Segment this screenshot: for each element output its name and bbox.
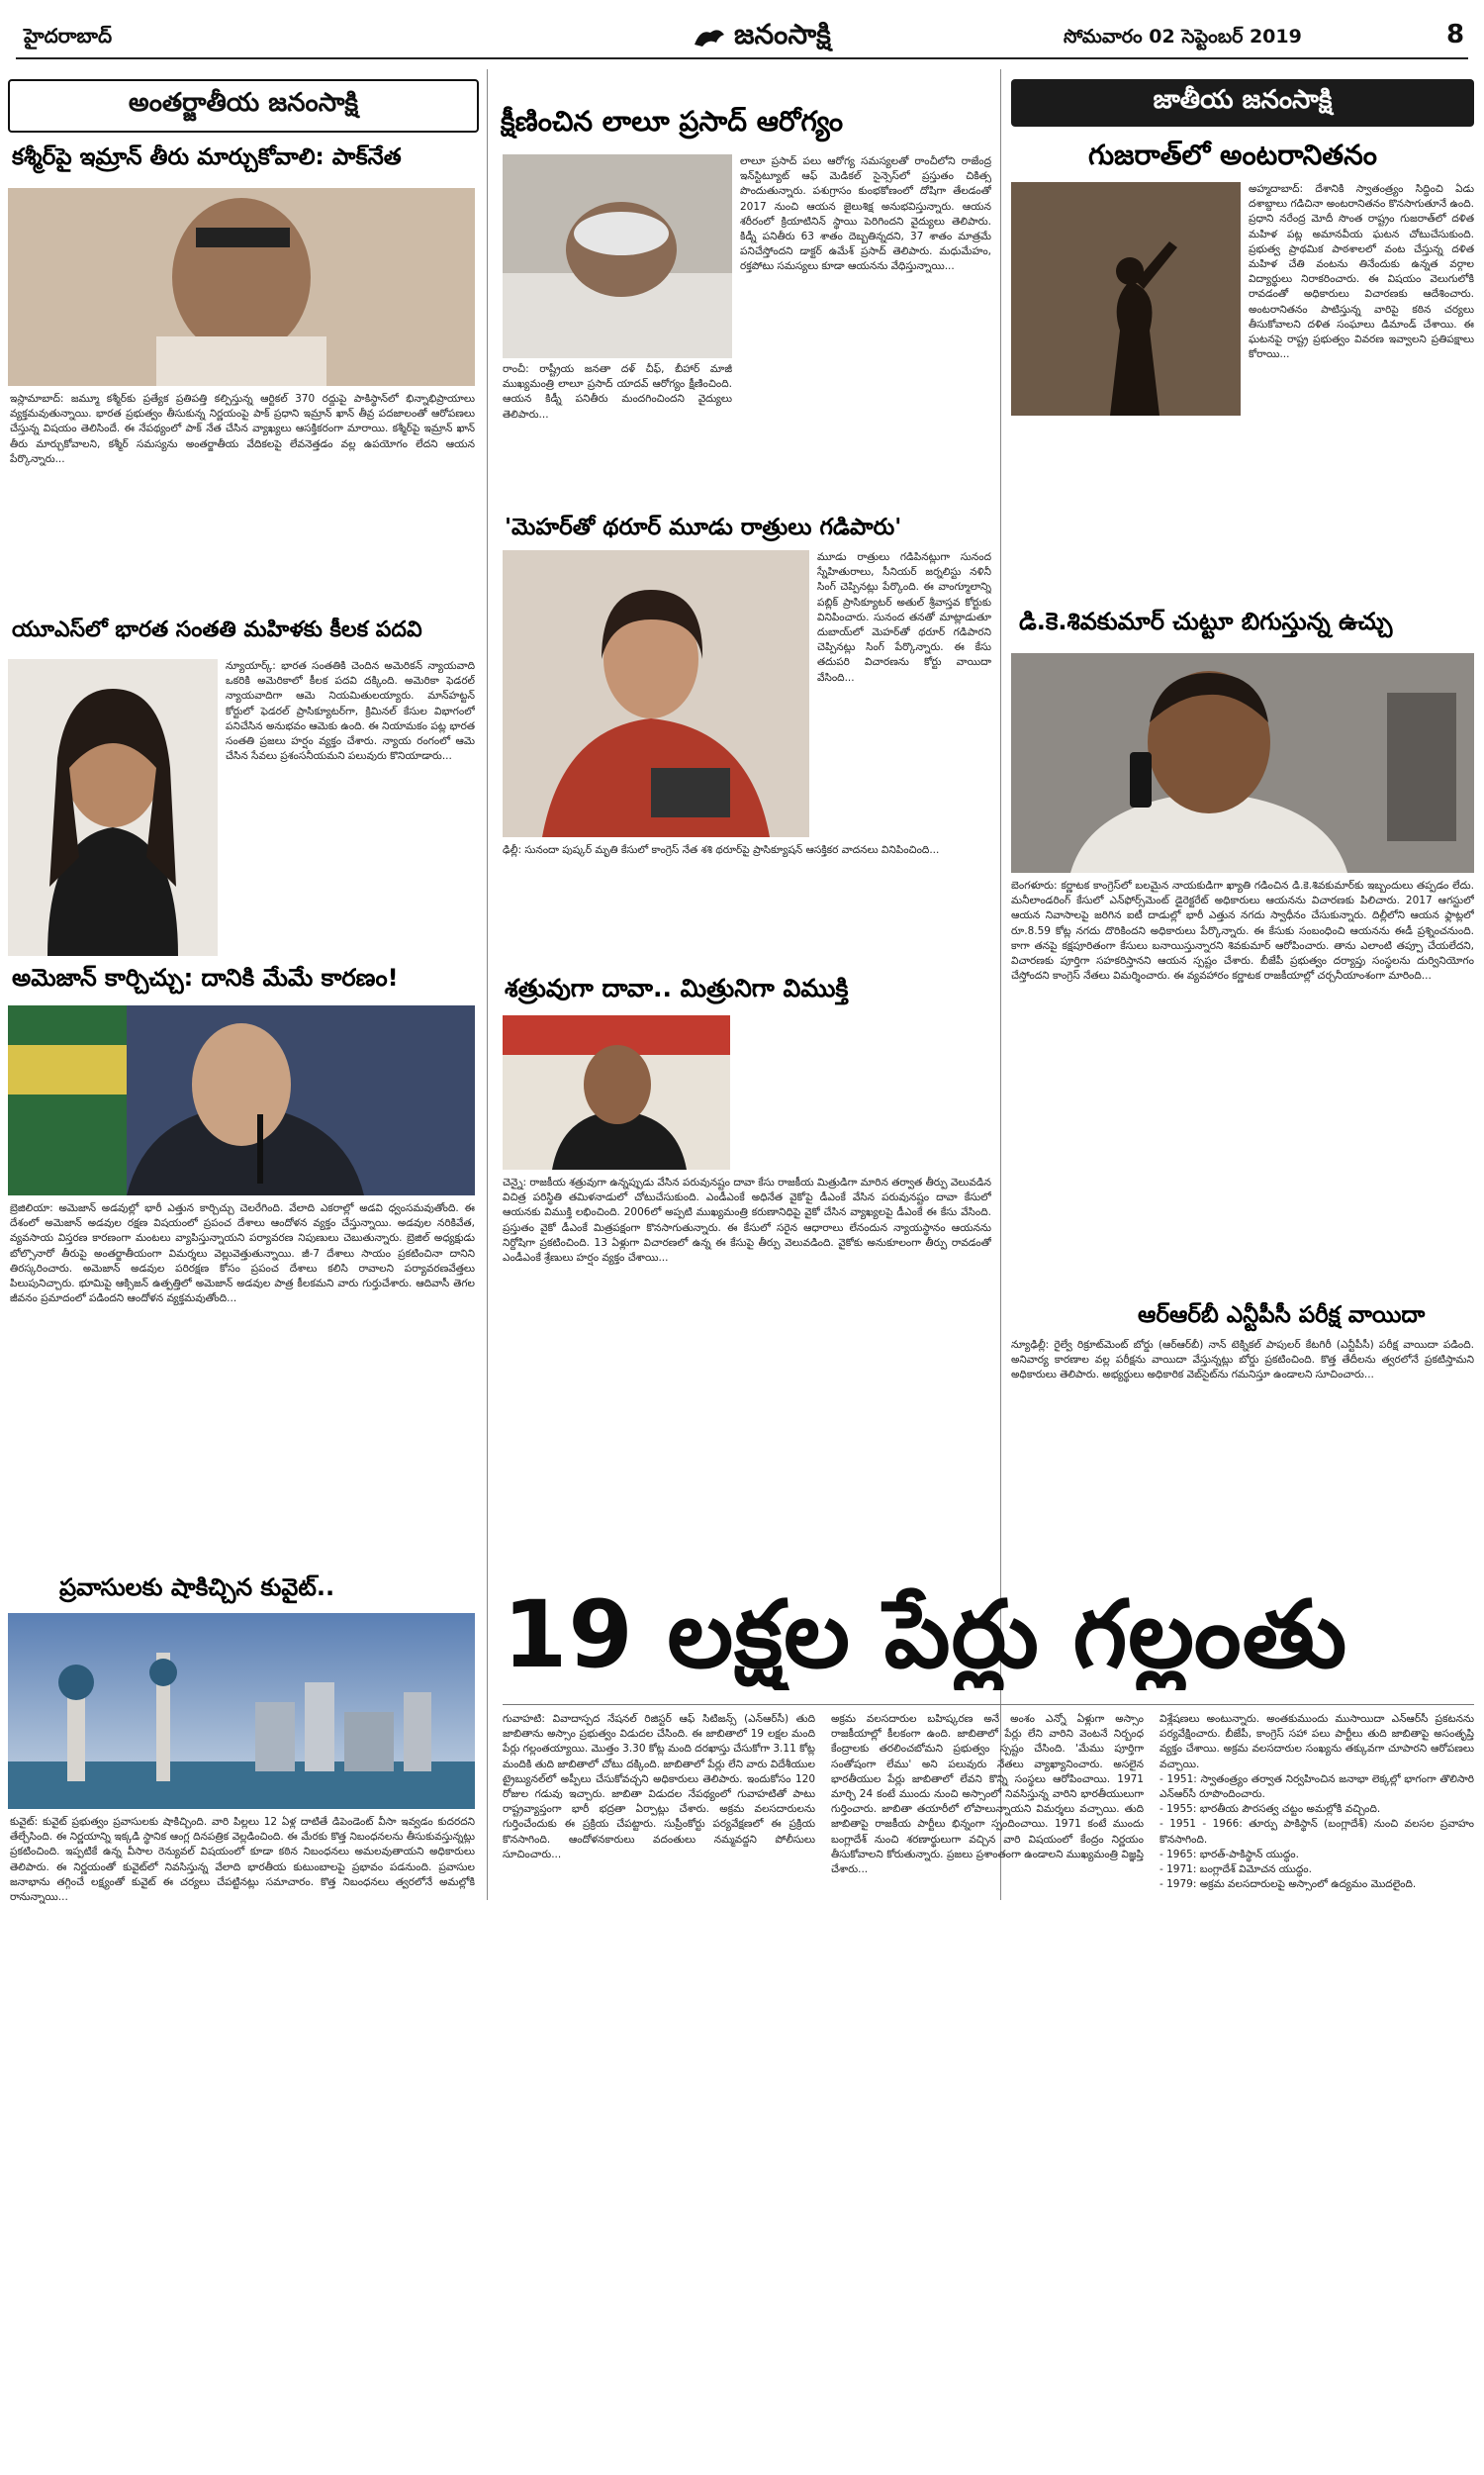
article-lalu-caption: రాంచీ: రాష్ట్రీయ జనతా దళ్ చీఫ్, బీహార్ మాజీ ముఖ్యమంత్రి లాలూ ప్రసాద్ యాదవ్ ఆరోగ్యం క్షీణించింది. ఆయన కిడ్నీ పనితీరు మందగించిందని వైద్యులు తెలిపారు... bbox=[503, 363, 732, 421]
article-tharoor-body: మూడు రాత్రులు గడిపినట్లుగా సునంద స్నేహితురాలు, సీనియర్ జర్నలిస్టు నళినీ సింగ్ చెప్పినట్లు పేర్కొంది. ఈ వాంగ్మూలాన్ని పబ్లిక్ ప్రాసిక్యూటర్ అతుల్ శ్రీవాస్తవ కోర్టుకు వినిపించారు. సునంద తనతో మాట్లాడుతూ దుబాయ్‌లో మెహర్‌తో థరూర్ గడిపారని చెప్పినట్లు సింగ్ పేర్కొన్నారు. ఈ కేసు తదుపరి విచారణను కోర్టు వాయిదా వేసింది... bbox=[817, 551, 991, 684]
headline-kashmir: కశ్మీర్‌పై ఇమ్రాన్ తీరు మార్చుకోవాలి: పాక్‌నేత bbox=[12, 144, 402, 170]
headline-tharoor: 'మెహర్‌తో థరూర్ మూడు రాత్రులు గడిపారు' bbox=[505, 515, 902, 540]
photo-shivakumar bbox=[1011, 653, 1474, 873]
headline-amazon: అమెజాన్ కార్చిచ్చు: దానికి మేమే కారణం! bbox=[12, 964, 399, 992]
photo-indian-origin-woman bbox=[8, 659, 218, 956]
headline-usa: యూఎస్‌లో భారత సంతతి మహిళకు కీలక పదవి bbox=[12, 618, 422, 642]
lead-column-1: గువాహటి: వివాదాస్పద నేషనల్ రిజిస్టర్ ఆఫ్ సిటిజన్స్ (ఎన్‌ఆర్‌సీ) తుది జాబితాను అస్సాం ప్రభుత్వం విడుదల చేసింది. ఈ జాబితాలో 19 లక్షల మంది పేర్లు గల్లంతయ్యాయి. మొత్తం 3.30 కోట్ల మంది దరఖాస్తు చేసుకోగా 3.11 కోట్ల మందికి తుది జాబితాలో చోటు దక్కింది. జాబితాలో పేర్లు లేని వారు విదేశీయుల ట్రైబ్యునల్‌లో అప్పీలు చేసుకోవచ్చని అధికారులు తెలిపారు. ఇందుకోసం 120 రోజుల గడువు ఇచ్చారు. జాబితా విడుదల నేపథ్యంలో గువాహటితో పాటు రాష్ట్రవ్యాప్తంగా భారీ భద్రతా ఏర్పాట్లు చేశారు. అక్రమ వలసదారులను గుర్తించేందుకు ఈ ప్రక్రియ చేపట్టారు. సుప్రీంకోర్టు పర్యవేక్షణలో ఈ ప్రక్రియ కొనసాగింది. ఆందోళనకారులు వదంతులు నమ్మవద్దని పోలీసులు సూచించారు... bbox=[503, 1713, 815, 1860]
article-dks-body: బెంగళూరు: కర్ణాటక కాంగ్రెస్‌లో బలమైన నాయకుడిగా ఖ్యాతి గడించిన డి.కె.శివకుమార్‌కు ఇబ్బందులు తప్పడం లేదు. మనీలాండరింగ్ కేసులో ఎన్‌ఫోర్స్‌మెంట్ డైరెక్టరేట్ అధికారులు ఆయనను విచారణకు పిలిచారు. 2017 ఆగస్టులో ఆయన నివాసాలపై జరిగిన ఐటీ దాడుల్లో భారీ ఎత్తున నగదు స్వాధీనం చేసుకున్నారు. దిల్లీలోని ఆయన ఫ్లాట్లలో రూ.8.59 కోట్ల నగదు దొరికిందని అధికారులు పేర్కొన్నారు. ఈ కేసుకు సంబంధించి ఆయనను ఈడీ ప్రశ్నించనుంది. కాగా తనపై కక్షపూరితంగా కేసులు బనాయిస్తున్నారని శివకుమార్ ఆరోపించారు. తాను ఎలాంటి తప్పూ చేయలేదని, విచారణకు పూర్తిగా సహకరిస్తానని ఆయన స్పష్టం చేశారు. బీజేపీ ప్రభుత్వం దర్యాప్తు సంస్థలను దుర్వినియోగం చేస్తోందని కాంగ్రెస్ నేతలు విమర్శించారు. ఈ వ్యవహారం కర్ణాటక రాజకీయాల్లో చర్చనీయాంశంగా మారింది... bbox=[1011, 880, 1474, 983]
article-kashmir-body: ఇస్లామాబాద్: జమ్మూ కశ్మీర్‌కు ప్రత్యేక ప్రతిపత్తి కల్పిస్తున్న ఆర్టికల్ 370 రద్దుపై పాకిస్థాన్‌లో భిన్నాభిప్రాయాలు వ్యక్తమవుతున్నాయి. భారత ప్రభుత్వం తీసుకున్న నిర్ణయంపై పాక్ ప్రధాని ఇమ్రాన్ ఖాన్ తీవ్ర పదజాలంతో ఆరోపణలు చేస్తున్న విషయం తెలిసిందే. ఈ నేపథ్యంలో పాక్ నేత చేసిన వ్యాఖ్యలు ఆసక్తికరంగా మారాయి. కశ్మీర్‌పై ఇమ్రాన్ ఖాన్ తీరు మార్చుకోవాలని, కశ్మీర్ సమస్యను అంతర్జాతీయ వేదికలపై లేవనెత్తడం వల్ల ఉపయోగం లేదని ఆయన పేర్కొన్నారు... bbox=[10, 393, 475, 465]
photo-bolsonaro bbox=[8, 1005, 475, 1195]
article-kuwait-body: కువైట్: కువైట్ ప్రభుత్వం ప్రవాసులకు షాకిచ్చింది. వారి పిల్లలు 12 ఏళ్ల దాటితే డిపెండెంట్ వీసా ఇవ్వడం కుదరదని తేల్చేసింది. ఈ నిర్ణయాన్ని ఇక్కడి స్థానిక ఆంగ్ల దినపత్రిక వెల్లడించింది. ఈ మేరకు కొత్త నిబంధనలను తీసుకువస్తున్నట్లు ప్రకటించింది. ఇప్పటికే ఉన్న వీసాల రెన్యువల్ విషయంలో కూడా కఠిన నిబంధనలు అమలవుతాయని అధికారులు తెలిపారు. ఈ నిర్ణయంతో కువైట్‌లో నివసిస్తున్న వేలాది భారతీయ కుటుంబాలపై ప్రభావం పడనుంది. ప్రవాసుల జనాభాను తగ్గించే లక్ష్యంతో కువైట్ ఈ చర్యలు చేపట్టినట్లు సమాచారం. కొత్త నిబంధనలు త్వరలోనే అమల్లోకి రానున్నాయి... bbox=[10, 1816, 475, 1904]
headline-lalu: క్షీణించిన లాలూ ప్రసాద్ ఆరోగ్యం bbox=[501, 105, 844, 138]
headline-gujarat: గుజరాత్‌లో అంటరానితనం bbox=[1088, 139, 1377, 171]
photo-gujarat bbox=[1011, 182, 1241, 416]
lead-column-3: విశ్లేషణలు అంటున్నారు. అంతకుముందు ముసాయిదా ఎన్‌ఆర్‌సీ ప్రకటనను పర్యవేక్షించారు. బీజేపీ, కాంగ్రెస్ సహా పలు పార్టీలు తుది జాబితాపై అసంతృప్తి వ్యక్తం చేశాయి. అక్రమ వలసదారుల సంఖ్యను తక్కువగా చూపారని ఆరోపణలు వచ్చాయి. - 1951: స్వాతంత్ర్యం తర్వాత నిర్వహించిన జనాభా లెక్కల్లో భాగంగా తొలిసారి ఎన్‌ఆర్‌సీ రూపొందించారు. - 1955: భారతీయ పౌరసత్వ చట్టం అమల్లోకి వచ్చింది. - 1951 - 1966: తూర్పు పాకిస్థాన్ (బంగ్లాదేశ్) నుంచి వలసల ప్రవాహం కొనసాగింది. - 1965: భారత్-పాకిస్థాన్ యుద్ధం. - 1971: బంగ్లాదేశ్ విమోచన యుద్ధం. - 1979: అక్రమ వలసదారులపై అస్సాంలో ఉద్యమం మొదలైంది. bbox=[1159, 1713, 1474, 1891]
article-gujarat-body: అహ్మదాబాద్: దేశానికి స్వాతంత్ర్యం సిద్ధించి ఏడు దశాబ్దాలు గడిచినా అంటరానితనం కొనసాగుతూనే ఉంది. ప్రధాని నరేంద్ర మోదీ సొంత రాష్ట్రం గుజరాత్‌లో దళిత మహిళ పట్ల అమానవీయ ఘటన చోటుచేసుకుంది. ప్రభుత్వ ప్రాథమిక పాఠశాలలో వంట చేస్తున్న దళిత మహిళ చేతి వంటను తినేందుకు ఉన్నత వర్గాల విద్యార్థులు నిరాకరించారు. ఈ విషయం వెలుగులోకి రావడంతో అధికారులు విచారణకు ఆదేశించారు. అంటరానితనం పాటిస్తున్న వారిపై కఠిన చర్యలు తీసుకోవాలని దళిత సంఘాలు డిమాండ్ చేశాయి. ఈ ఘటనపై రాష్ట్ర ప్రభుత్వం వివరణ ఇవ్వాలని ప్రతిపక్షాలు కోరాయి... bbox=[1249, 183, 1474, 361]
masthead-logo bbox=[693, 18, 831, 57]
lead-divider bbox=[503, 1704, 1474, 1705]
article-amazon-body: బ్రెజిలియా: అమెజాన్ అడవుల్లో భారీ ఎత్తున కార్చిచ్చు చెలరేగింది. వేలాది ఎకరాల్లో అడవి ధ్వంసమవుతోంది. ఈ దేశంలో అమెజాన్ అడవుల రక్షణ విషయంలో ప్రపంచ దేశాలు ఆందోళన వ్యక్తం చేస్తున్నాయి. అడవుల నరికివేత, వ్యవసాయ విస్తరణ కారణంగా మంటలు వ్యాపిస్తున్నాయని పర్యావరణ నిపుణులు చెబుతున్నారు. బ్రెజిల్ అధ్యక్షుడు బోల్సొనారో తీరుపై అంతర్జాతీయంగా విమర్శలు వెల్లువెత్తుతున్నాయి. జీ-7 దేశాలు సాయం ప్రకటించినా దానిని తిరస్కరించారు. అమెజాన్ అడవుల పరిరక్షణ కోసం ప్రపంచ దేశాలు కలిసి రావాలని పర్యావరణవేత్తలు పిలుపునిచ్చారు. భూమిపై ఆక్సిజన్ ఉత్పత్తిలో అమెజాన్ అడవుల పాత్ర కీలకమని వారు గుర్తుచేశారు. ఆదివాసీ తెగల జీవనం ప్రమాదంలో పడిందని ఆందోళన వ్యక్తమవుతోంది... bbox=[10, 1202, 475, 1305]
photo-kuwait-skyline bbox=[8, 1613, 475, 1809]
page-number: 8 bbox=[1446, 20, 1465, 49]
section-label-national: జాతీయ జనంసాక్షి bbox=[1011, 79, 1474, 127]
masthead bbox=[0, 0, 1484, 61]
masthead-date: సోమవారం 02 సెప్టెంబర్ 2019 bbox=[1064, 26, 1302, 48]
article-lalu-body: లాలూ ప్రసాద్ పలు ఆరోగ్య సమస్యలతో రాంచీలోని రాజేంద్ర ఇన్‌స్టిట్యూట్ ఆఫ్ మెడికల్ సైన్సెస్‌లో ప్రస్తుతం చికిత్స పొందుతున్నారు. పశుగ్రాసం కుంభకోణంలో దోషిగా తేలడంతో 2017 నుంచి ఆయన జైలుశిక్ష అనుభవిస్తున్నారు. ఆయన శరీరంలో క్రియాటినిన్ స్థాయి పెరిగిందని వైద్యులు తెలిపారు. కిడ్నీ పనితీరు 63 శాతం దెబ్బతిన్నదని, 37 శాతం మాత్రమే పనిచేస్తోందని డాక్టర్ ఉమేశ్ ప్రసాద్ తెలిపారు. మధుమేహం, రక్తపోటు సమస్యలు కూడా ఆయనను వేధిస్తున్నాయి... bbox=[740, 155, 991, 273]
section-label-international: అంతర్జాతీయ జనంసాక్షి bbox=[8, 79, 479, 133]
headline-dks: డి.కె.శివకుమార్ చుట్టూ బిగుస్తున్న ఉచ్చు bbox=[1019, 608, 1393, 635]
article-vaiko-body: చెన్నై: రాజకీయ శత్రువుగా ఉన్నప్పుడు వేసిన పరువునష్టం దావా కేసు రాజకీయ మిత్రుడిగా మారిన తర్వాత తీర్పు వెలువడిన విచిత్ర పరిస్థితి తమిళనాడులో చోటుచేసుకుంది. ఎండీఎంకే అధినేత వైకోపై డీఎంకే వేసిన పరువునష్టం దావా కేసులో ఆయనకు విముక్తి లభించింది. 2006లో అప్పటి ముఖ్యమంత్రి కరుణానిధిపై వైకో చేసిన వ్యాఖ్యలపై డీఎంకే ఈ కేసు వేసింది. ప్రస్తుతం వైకో డీఎంకే మిత్రపక్షంగా కొనసాగుతున్నారు. ఈ కేసులో సరైన ఆధారాలు లేనందున న్యాయస్థానం ఆయనను నిర్దోషిగా ప్రకటించింది. 13 ఏళ్లుగా విచారణలో ఉన్న ఈ కేసుపై తీర్పు వెలువడింది. వైకోకు అనుకూలంగా తీర్పు రావడంతో ఎండీఎంకే శ్రేణులు హర్షం వ్యక్తం చేశాయి... bbox=[503, 1177, 991, 1265]
headline-vaiko: శత్రువుగా దావా.. మిత్రునిగా విముక్తి bbox=[505, 974, 849, 1002]
masthead-rule bbox=[16, 57, 1468, 59]
paper-logo-icon bbox=[693, 25, 726, 50]
masthead-city: హైదరాబాద్ bbox=[24, 24, 113, 48]
article-rrb-body: న్యూఢిల్లీ: రైల్వే రిక్రూట్‌మెంట్ బోర్డు (ఆర్‌ఆర్‌బీ) నాన్ టెక్నికల్ పాపులర్ కేటగిరీ (ఎన్టీపీసీ) పరీక్ష వాయిదా పడింది. అనివార్య కారణాల వల్ల పరీక్షను వాయిదా వేస్తున్నట్లు బోర్డు ప్రకటించింది. కొత్త తేదీలను త్వరలోనే ప్రకటిస్తామని అధికారులు తెలిపారు. అభ్యర్థులు అధికారిక వెబ్‌సైట్‌ను గమనిస్తూ ఉండాలని సూచించారు... bbox=[1011, 1339, 1474, 1381]
photo-sunanda bbox=[503, 550, 809, 837]
headline-rrb: ఆర్‌ఆర్‌బీ ఎన్టీపీసీ పరీక్ష వాయిదా bbox=[1138, 1302, 1426, 1328]
headline-kuwait: ప్రవాసులకు షాకిచ్చిన కువైట్.. bbox=[59, 1573, 335, 1601]
photo-vaiko bbox=[503, 1015, 730, 1170]
lead-column-2: అక్రమ వలసదారుల బహిష్కరణ అనే అంశం ఎన్నో ఏళ్లుగా అస్సాం రాజకీయాల్లో కీలకంగా ఉంది. జాబితాలో పేర్లు లేని వారిని వెంటనే నిర్బంధ కేంద్రాలకు తరలించబోమని ప్రభుత్వం స్పష్టం చేసింది. 'మేము పూర్తిగా సంతోషంగా లేము' అని పలువురు నేతలు వ్యాఖ్యానించారు. అసలైన భారతీయుల పేర్లు జాబితాలో లేవని కొన్ని సంస్థలు ఆరోపించాయి. 1971 మార్చి 24 కంటే ముందు నుంచి అస్సాంలో నివసిస్తున్న వారిని భారతీయులుగా గుర్తించారు. జాబితా తయారీలో లోపాలున్నాయని విమర్శలు వచ్చాయి. తుది జాబితాపై రాజకీయ పార్టీలు భిన్నంగా స్పందించాయి. 1971 కంటే ముందు బంగ్లాదేశ్ నుంచి శరణార్థులుగా వచ్చిన వారి విషయంలో కేంద్రం నిర్ణయం తీసుకోవాలని కోరుతున్నారు. ప్రజలు ప్రశాంతంగా ఉండాలని ముఖ్యమంత్రి విజ్ఞప్తి చేశారు... bbox=[831, 1713, 1144, 1876]
article-usa-body: న్యూయార్క్: భారత సంతతికి చెందిన అమెరికన్ న్యాయవాది ఒకరికి అమెరికాలో కీలక పదవి దక్కింది. అమెరికా ఫెడరల్ న్యాయవాదిగా ఆమె నియమితులయ్యారు. మాన్‌హట్టన్ కోర్టులో ఫెడరల్ ప్రాసిక్యూటర్‌గా, క్రిమినల్ కేసుల విభాగంలో పనిచేసిన అనుభవం ఆమెకు ఉంది. ఈ నియామకం పట్ల భారత సంతతి ప్రజలు హర్షం వ్యక్తం చేశారు. న్యాయ రంగంలో ఆమె చేసిన సేవలు ప్రశంసనీయమని పలువురు కొనియాడారు... bbox=[226, 660, 475, 763]
paper-name: జనంసాక్షి bbox=[734, 18, 831, 50]
photo-lalu bbox=[503, 154, 732, 358]
photo-pak-leader bbox=[8, 188, 475, 386]
article-tharoor-caption: ఢిల్లీ: సునందా పుష్కర్ మృతి కేసులో కాంగ్రెస్ నేత శశి థరూర్‌పై ప్రాసిక్యూషన్ ఆసక్తికర వాదనలు వినిపించింది... bbox=[503, 844, 940, 856]
column-divider bbox=[487, 69, 488, 1900]
lead-headline: 19 లక్షల పేర్లు గల్లంతు bbox=[503, 1581, 1348, 1689]
